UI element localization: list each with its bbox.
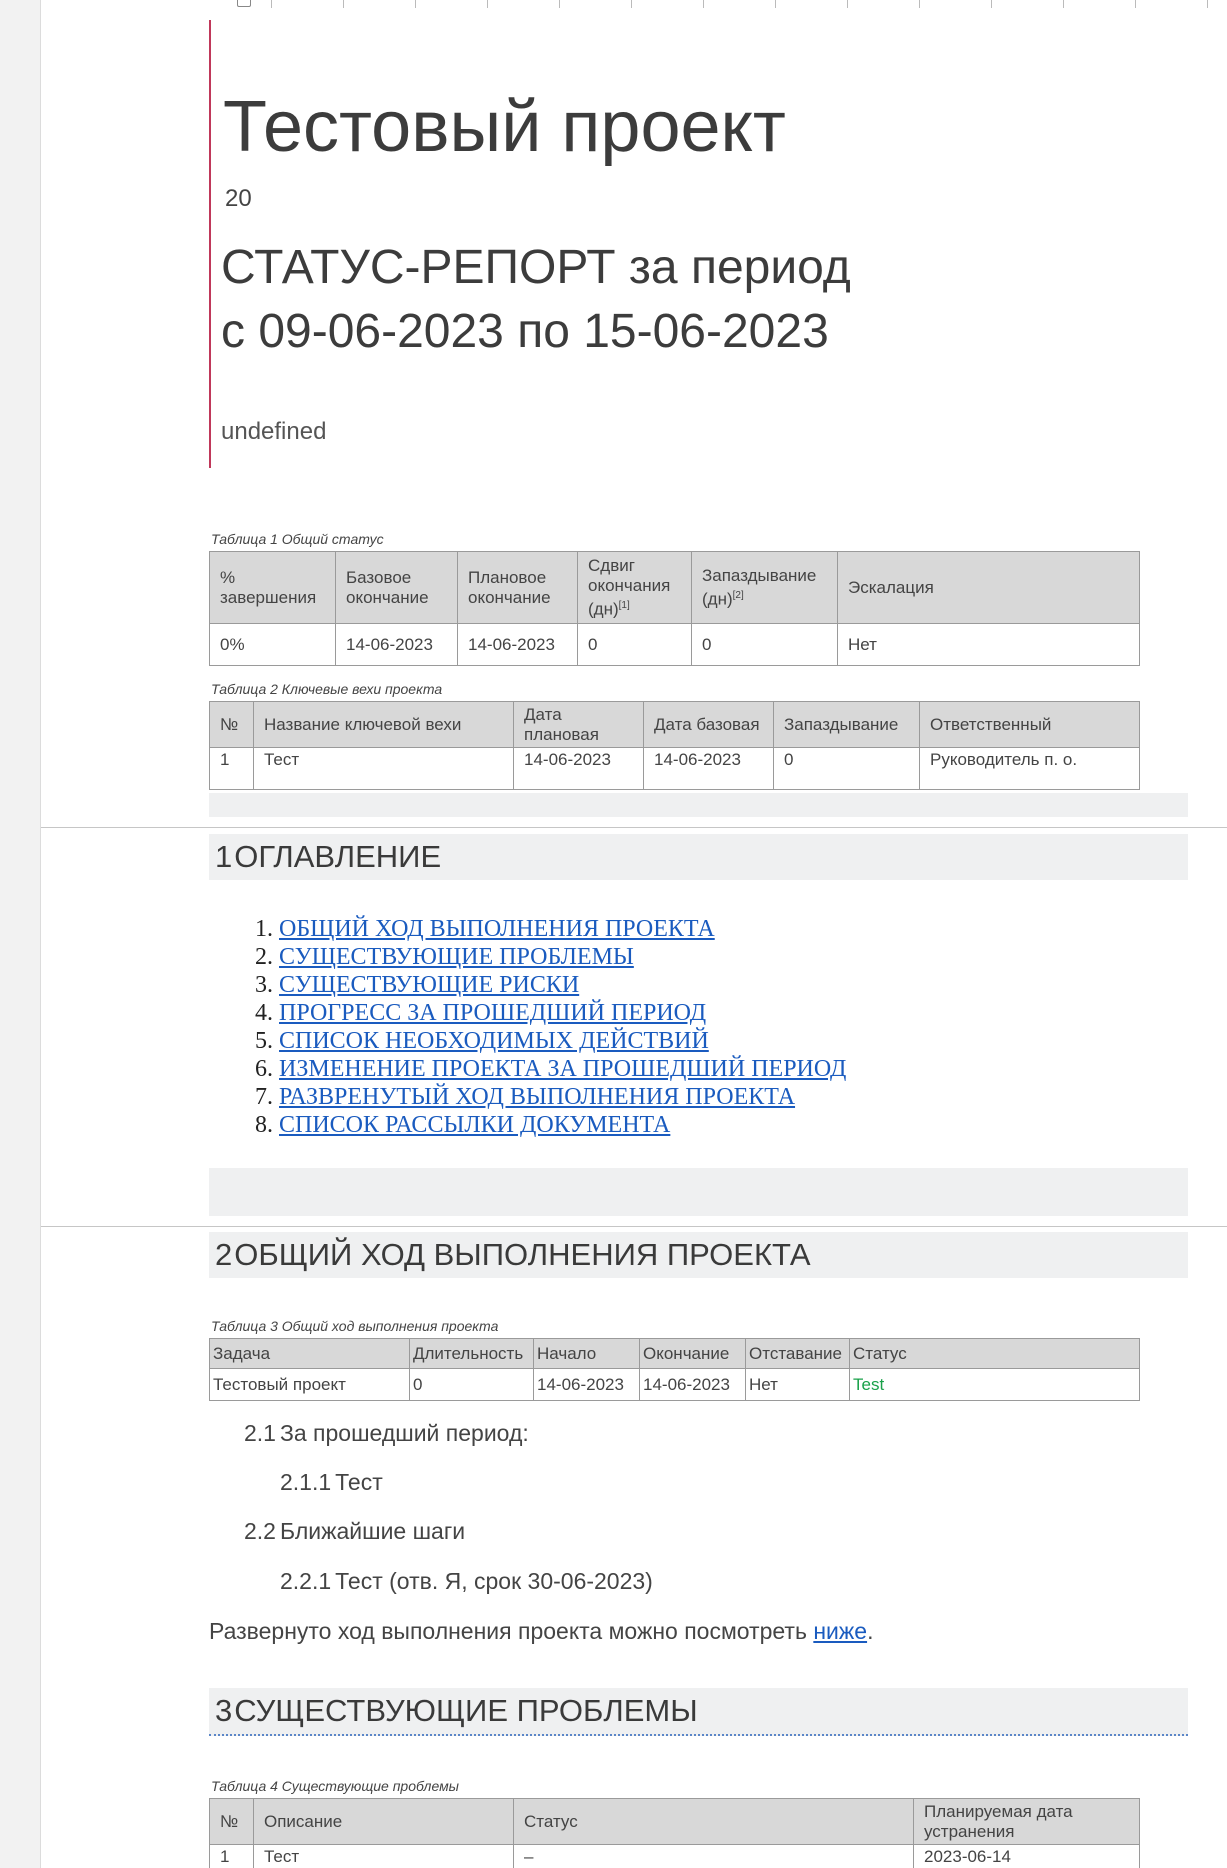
heading-text: СУЩЕСТВУЮЩИЕ ПРОБЛЕМЫ: [234, 1693, 698, 1728]
ruler-tick: [631, 0, 632, 8]
subsection-text: Тест (отв. Я, срок 30-06-2023): [335, 1568, 653, 1594]
table-header-cell: Базовое окончание: [336, 552, 458, 624]
toc-link[interactable]: СУЩЕСТВУЮЩИЕ ПРОБЛЕМЫ: [279, 944, 634, 970]
table-header-cell: №: [210, 1799, 254, 1845]
subsection-text: Ближайшие шаги: [279, 1518, 466, 1544]
table-header-text: Сдвиг окончания (дн): [588, 555, 671, 619]
toc-link[interactable]: ИЗМЕНЕНИЕ ПРОЕКТА ЗА ПРОШЕДШИЙ ПЕРИОД: [279, 1056, 847, 1082]
table-row: [210, 1845, 1140, 1868]
ruler-tick: [919, 0, 920, 8]
document-title: Тестовый проект: [223, 87, 786, 167]
table-cell: 2023-06-14: [914, 1845, 1140, 1868]
toc-item: [279, 1055, 846, 1083]
table-header-cell: Название ключевой вехи: [254, 702, 514, 748]
table-header-cell: №: [210, 702, 254, 748]
table-header-row: [210, 1799, 1140, 1845]
toc-link[interactable]: ОБЩИЙ ХОД ВЫПОЛНЕНИЯ ПРОЕКТА: [279, 916, 715, 942]
table-header-cell: Длительность: [410, 1339, 534, 1369]
table-header-cell: Задача: [210, 1339, 410, 1369]
footnote-ref[interactable]: [2]: [732, 589, 744, 601]
table-cell: 14-06-2023: [458, 624, 578, 666]
table-header-cell: Статус: [514, 1799, 914, 1845]
heading-number: 3: [215, 1693, 233, 1728]
document-subtitle: [221, 236, 851, 364]
heading-number: 2: [215, 1237, 233, 1272]
table-cell: 14-06-2023: [534, 1369, 640, 1401]
section-footer-band: [209, 793, 1188, 817]
toc-item: [279, 1083, 846, 1111]
table-header-cell: Планируемая дата устранения: [914, 1799, 1140, 1845]
paragraph-end: .: [867, 1618, 874, 1644]
ruler-tick: [991, 0, 992, 8]
table-cell: 1: [210, 748, 254, 790]
table-cell: 14-06-2023: [644, 748, 774, 790]
table-cell: 0: [774, 748, 920, 790]
ruler-tick: [703, 0, 704, 8]
toc-item: [279, 943, 846, 971]
table-header-cell: Ответственный: [920, 702, 1140, 748]
section-2-heading: [209, 1232, 1188, 1278]
document-page: [40, 0, 1227, 1868]
table-header-cell: Статус: [850, 1339, 1140, 1369]
overall-status-table: [209, 551, 1140, 666]
subsection-number: 2.1.1: [280, 1469, 332, 1495]
ruler-tick: [487, 0, 488, 8]
table-cell: 14-06-2023: [336, 624, 458, 666]
toc-link[interactable]: СУЩЕСТВУЮЩИЕ РИСКИ: [279, 972, 580, 998]
table-cell: Тестовый проект: [210, 1369, 410, 1401]
table-header-cell: Запаздывание: [774, 702, 920, 748]
footnote-ref[interactable]: [1]: [618, 599, 630, 611]
table-header-cell: Окончание: [640, 1339, 746, 1369]
table-header-row: [210, 552, 1140, 624]
table-header-cell: % завершения: [210, 552, 336, 624]
table-cell: Нет: [838, 624, 1140, 666]
toc-item: [279, 915, 846, 943]
subtitle-line-1: СТАТУС-РЕПОРТ за период: [221, 241, 851, 294]
toc-item: [279, 1111, 846, 1139]
table-cell: –: [514, 1845, 914, 1868]
ruler-tick: [271, 0, 272, 8]
table-header-cell: Эскалация: [838, 552, 1140, 624]
ruler-indent-handle[interactable]: [237, 0, 251, 7]
table-cell: 1: [210, 1845, 254, 1868]
table1-caption: Таблица 1 Общий статус: [211, 531, 384, 547]
table-row: [210, 748, 1140, 790]
subsection-text: За прошедший период:: [279, 1420, 529, 1446]
table-cell: 14-06-2023: [640, 1369, 746, 1401]
ruler-tick: [1135, 0, 1136, 8]
table-header-cell: [692, 552, 838, 624]
details-paragraph: [209, 1618, 873, 1645]
ruler-tick: [847, 0, 848, 8]
table-cell: Тест: [254, 1845, 514, 1868]
page-separator: [41, 827, 1227, 828]
heading-number: 1: [215, 839, 233, 874]
toc-link[interactable]: РАЗВРЕНУТЫЙ ХОД ВЫПОЛНЕНИЯ ПРОЕКТА: [279, 1084, 796, 1110]
details-link[interactable]: ниже: [813, 1618, 868, 1644]
progress-table: [209, 1338, 1140, 1401]
subsection-number: 2.2: [244, 1518, 276, 1544]
ruler: [41, 0, 1227, 12]
document-number: 20: [225, 185, 252, 212]
table-header-row: [210, 1339, 1140, 1369]
toc-link[interactable]: ПРОГРЕСС ЗА ПРОШЕДШИЙ ПЕРИОД: [279, 1000, 707, 1026]
table-header-text: Запаздывание (дн): [702, 565, 817, 609]
table-header-row: [210, 702, 1140, 748]
ruler-tick: [559, 0, 560, 8]
ruler-tick: [775, 0, 776, 8]
subsection-2-2-1: [280, 1568, 653, 1595]
table-header-cell: Дата плановая: [514, 702, 644, 748]
ruler-tick: [415, 0, 416, 8]
table-header-cell: Описание: [254, 1799, 514, 1845]
table-cell: 0: [410, 1369, 534, 1401]
undefined-text: undefined: [221, 418, 327, 445]
table-header-cell: Отставание: [746, 1339, 850, 1369]
table-header-cell: Дата базовая: [644, 702, 774, 748]
table-cell: 0: [692, 624, 838, 666]
section-footer-band: [209, 1168, 1188, 1216]
subsection-2-2: [244, 1518, 465, 1545]
table-of-contents: [237, 915, 846, 1139]
table-cell: Руководитель п. о.: [920, 748, 1140, 790]
heading-text: ОГЛАВЛЕНИЕ: [234, 839, 442, 874]
toc-item: [279, 971, 846, 999]
table-cell: Нет: [746, 1369, 850, 1401]
table4-caption: Таблица 4 Существующие проблемы: [211, 1778, 459, 1794]
ruler-tick: [1207, 0, 1208, 8]
paragraph-text: Развернуто ход выполнения проекта можно посмотреть: [209, 1618, 814, 1644]
ruler-tick: [1063, 0, 1064, 8]
title-accent-bar: [209, 20, 211, 468]
milestones-table: [209, 701, 1140, 790]
table-cell: 0%: [210, 624, 336, 666]
toc-heading: [209, 834, 1188, 880]
status-cell: Test: [850, 1369, 1140, 1401]
subsection-2-1-1: [280, 1469, 383, 1496]
table2-caption: Таблица 2 Ключевые вехи проекта: [211, 681, 443, 697]
table-row: [210, 1369, 1140, 1401]
table-header-cell: [578, 552, 692, 624]
section-3-heading: [209, 1688, 1188, 1736]
subsection-text: Тест: [335, 1469, 383, 1495]
toc-item: [279, 999, 846, 1027]
toc-link[interactable]: СПИСОК РАССЫЛКИ ДОКУМЕНТА: [279, 1112, 671, 1138]
toc-item: [279, 1027, 846, 1055]
table-cell: 14-06-2023: [514, 748, 644, 790]
subsection-number: 2.1: [244, 1420, 276, 1446]
table-header-cell: Плановое окончание: [458, 552, 578, 624]
subtitle-line-2: с 09-06-2023 по 15-06-2023: [221, 305, 829, 358]
problems-table: [209, 1798, 1140, 1868]
table-row: [210, 624, 1140, 666]
table3-caption: Таблица 3 Общий ход выполнения проекта: [211, 1318, 499, 1334]
page-separator: [41, 1226, 1227, 1227]
table-cell: 0: [578, 624, 692, 666]
subsection-number: 2.2.1: [280, 1568, 332, 1594]
ruler-tick: [343, 0, 344, 8]
toc-link[interactable]: СПИСОК НЕОБХОДИМЫХ ДЕЙСТВИЙ: [279, 1028, 709, 1054]
heading-text: ОБЩИЙ ХОД ВЫПОЛНЕНИЯ ПРОЕКТА: [234, 1237, 811, 1272]
table-cell: Тест: [254, 748, 514, 790]
table-header-cell: Начало: [534, 1339, 640, 1369]
subsection-2-1: [244, 1420, 529, 1447]
